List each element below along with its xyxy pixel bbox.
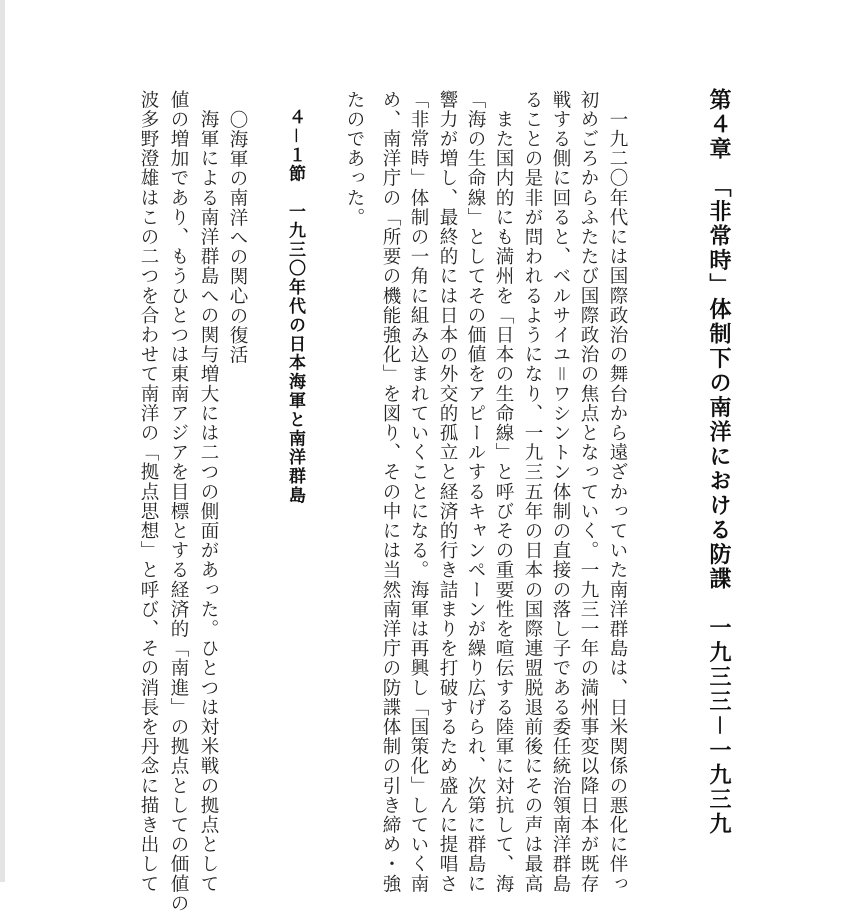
body-column: 波多野澄雄はこの二つを合わせて南洋の「拠点思想」と呼び、その消長を丹念に描き出して [138, 90, 159, 894]
body-column: たのであった。 [344, 90, 365, 228]
chapter-title: 第４章 「非常時」体制下の南洋における防諜 一九三三－一九三九 [706, 88, 731, 837]
body-column: 初めごろからふたたび国際政治の焦点となっていく。一九三一年の満州事変以降日本が既存 [578, 90, 599, 894]
body-column: め、南洋庁の「所要の機能強化」を図り、その中には当然南洋庁の防諜体制の引き締め・強 [380, 90, 401, 894]
body-column: 値の増加であり、もうひとつは東南アジアを目標とする経済的「南進」の拠点としての価値の [168, 90, 189, 913]
body-column: 「海の生命線」としてその価値をアピールするキャンペーンが繰り広げられ、次第に群島に [465, 90, 486, 894]
page-edge-scrollbar-gutter [0, 0, 5, 882]
body-column: 戦する側に回ると、ベルサイユ＝ワシントン体制の直接の落し子である委任統治領南洋群島 [550, 90, 571, 894]
body-column: 響力が増し、最終的には日本の外交的孤立と経済的行き詰まりを打破するため盛んに提唱さ [437, 90, 458, 894]
body-column: 一九二〇年代には国際政治の舞台から遠ざかっていた南洋群島は、日米関係の悪化に伴っ [607, 90, 628, 894]
body-column: また国内的にも満州を「日本の生命線」と呼びその重要性を喧伝する陸軍に対抗して、海 [493, 90, 514, 894]
subsection-heading: 〇海軍の南洋への関心の復活 [227, 110, 248, 365]
body-column: 海軍による南洋群島への関与増大には二つの側面があった。ひとつは対米戦の拠点として [198, 90, 219, 894]
body-column: ることの是非が問われるようになり、一九三五年の日本の国際連盟脱退前後にその声は最高 [522, 90, 543, 894]
section-heading: ４－１節 一九三〇年代の日本海軍と南洋群島 [285, 108, 305, 505]
body-column: 「非常時」体制の一角に組み込まれていくことになる。海軍は再興し「国策化」していく南 [408, 90, 429, 894]
